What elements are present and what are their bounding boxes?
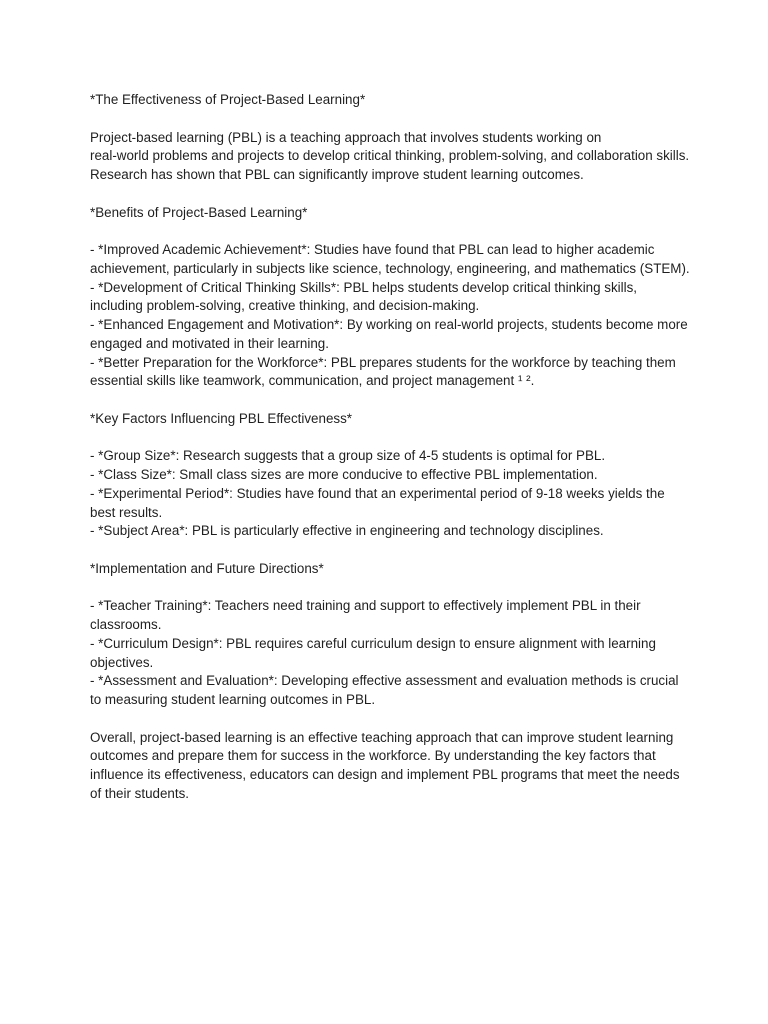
list-item: - *Assessment and Evaluation*: Developing effective assessment and evaluation methods is crucial to measuring student learning outcomes in PBL. xyxy=(90,673,679,707)
list-item: - *Group Size*: Research suggests that a group size of 4-5 students is optimal for PBL. xyxy=(90,448,606,464)
list-item: - *Curriculum Design*: PBL requires careful curriculum design to ensure alignment with learning objectives. xyxy=(90,635,656,670)
section-heading-key-factors: *Key Factors Influencing PBL Effectiveness* xyxy=(90,410,352,426)
list-item: - *Improved Academic Achievement*: Studies have found that PBL can lead to higher academic achievement, particularly in subjects like science, technology, engineering, and mathematics (STEM). xyxy=(90,242,690,276)
intro-paragraph: Project-based learning (PBL) is a teaching approach that involves students working on real-world problems and projects to develop critical thinking, problem-solving, and collaboration skills. Research has shown that PBL can significantly improve student learning outcomes. xyxy=(90,129,690,182)
list-item: - *Experimental Period*: Studies have found that an experimental period of 9-18 weeks yields the best results. xyxy=(90,485,665,520)
document-body xyxy=(90,91,690,822)
list-item: - *Better Preparation for the Workforce*: PBL prepares students for the workforce by teaching them essential skills like teamwork, communication, and project management ¹ ². xyxy=(90,354,676,389)
key-factors-list xyxy=(90,447,690,541)
list-item: - *Class Size*: Small class sizes are more conducive to effective PBL implementation. xyxy=(90,467,598,482)
implementation-list xyxy=(90,597,690,710)
list-item: - *Teacher Training*: Teachers need training and support to effectively implement PBL in their classrooms. xyxy=(90,598,641,632)
document-title: *The Effectiveness of Project-Based Learning* xyxy=(90,92,366,107)
section-heading-implementation: *Implementation and Future Directions* xyxy=(90,560,324,576)
list-item: - *Enhanced Engagement and Motivation*: By working on real-world projects, students become more engaged and motivated in their learning. xyxy=(90,317,688,351)
list-item: - *Development of Critical Thinking Skills*: PBL helps students develop critical thinking skills, including problem-solving, creative thinking, and decision-making. xyxy=(90,279,638,314)
benefits-list xyxy=(90,241,690,391)
section-heading-benefits: *Benefits of Project-Based Learning* xyxy=(90,204,308,220)
conclusion-paragraph: Overall, project-based learning is an effective teaching approach that can improve student learning outcomes and prepare them for success in the workforce. By understanding the key factors that influence its effectiveness, educators can design and implement PBL programs that meet the needs of their students. xyxy=(90,729,680,801)
list-item: - *Subject Area*: PBL is particularly effective in engineering and technology disciplines. xyxy=(90,523,604,539)
